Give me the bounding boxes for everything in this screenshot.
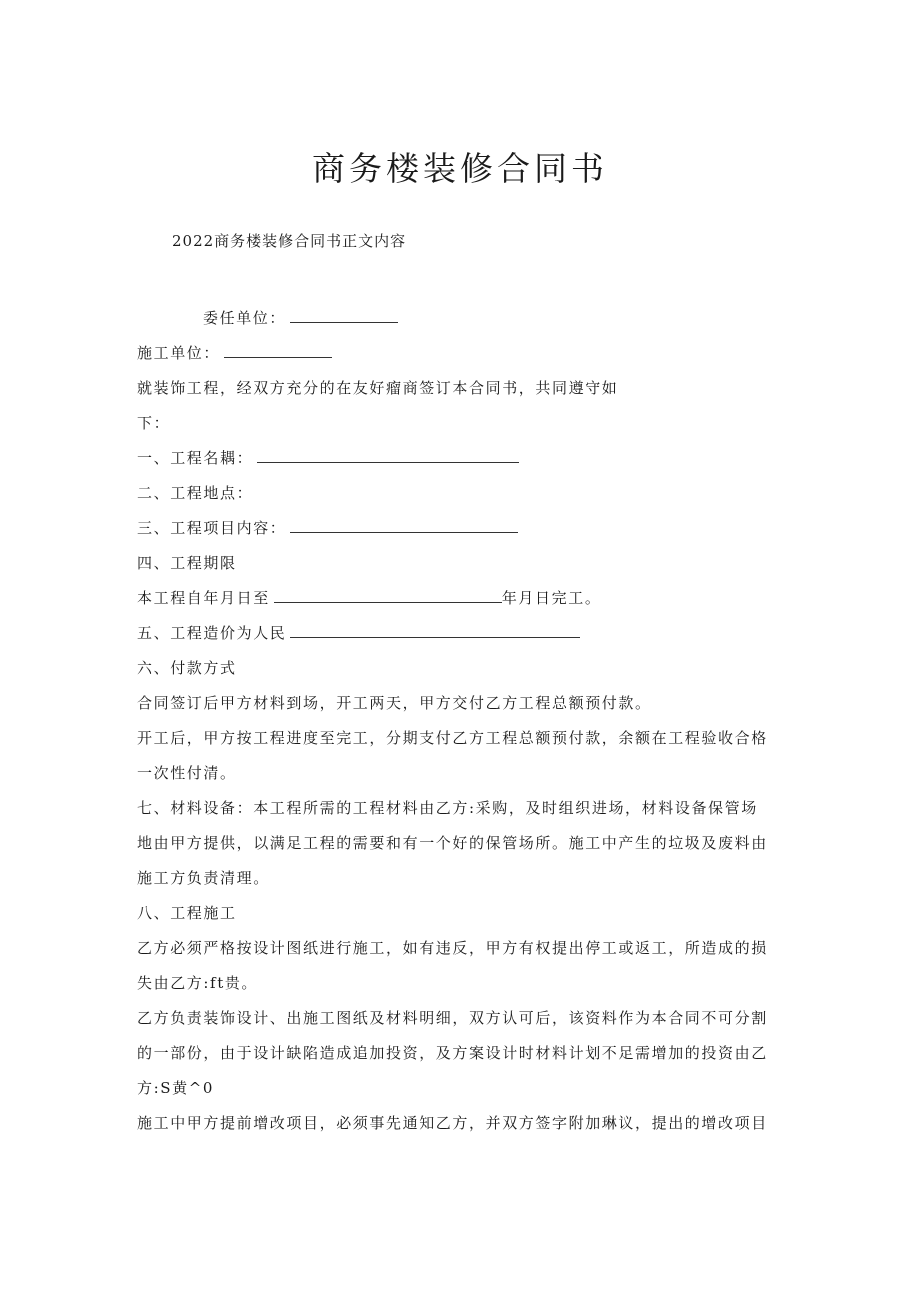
- contractor-unit-label: 施工单位：: [137, 344, 221, 362]
- project-content-label: 三、工程项目内容：: [137, 519, 287, 537]
- period-end-text: 年月日完工。: [501, 589, 602, 607]
- document-title: 商务楼装修合同书: [312, 149, 608, 188]
- project-cost-label: 五、工程造价为人民: [137, 624, 287, 642]
- project-cost-blank: [290, 620, 580, 638]
- project-name-blank: [257, 445, 519, 463]
- project-name-line: [137, 441, 785, 476]
- materials-line-3: 施工方负责清理。: [137, 869, 270, 887]
- payment-line-1: 合同签订后甲方材料到场，开工两天，甲方交付乙方工程总额预付款。: [137, 694, 652, 712]
- project-content-blank: [290, 515, 518, 533]
- intro-line-1: 就装饰工程，经双方充分的在友好瘤商签订本合同书，共同遵守如: [137, 379, 619, 397]
- construction-line-2: 失由乙方:ft贵。: [137, 974, 259, 992]
- project-period-line: [137, 581, 785, 616]
- contractor-unit-line: [137, 336, 785, 371]
- construction-line-4: 的一部份，由于设计缺陷造成追加投资，及方案设计时材料计划不足需增加的投资由乙: [137, 1044, 768, 1062]
- document-subtitle: 2022商务楼装修合同书正文内容: [172, 232, 407, 250]
- contractor-unit-blank: [224, 340, 332, 358]
- construction-line-6: 施工中甲方提前增改项目，必须事先通知乙方，并双方签字附加琳议，提出的增改项目: [137, 1114, 768, 1132]
- period-blank: [274, 585, 502, 603]
- project-cost-line: [137, 616, 785, 651]
- period-start-text: 本工程自年月日至: [137, 589, 270, 607]
- document-body: [137, 301, 785, 1141]
- construction-heading: 八、工程施工: [137, 904, 237, 922]
- client-unit-line: [137, 301, 785, 336]
- project-location-line: 二、工程地点：: [137, 484, 254, 502]
- payment-heading: 六、付款方式: [137, 659, 237, 677]
- payment-line-2: 开工后，甲方按工程进度至完工，分期支付乙方工程总额预付款，余额在工程验收合格: [137, 729, 768, 747]
- construction-line-3: 乙方负责装饰设计、出施工图纸及材料明细，双方认可后，该资料作为本合同不可分割: [137, 1009, 768, 1027]
- client-unit-blank: [290, 305, 398, 323]
- materials-line-1: 七、材料设备：本工程所需的工程材料由乙方:采购，及时组织进场，材料设备保管场: [137, 799, 758, 817]
- intro-line-2: 下：: [137, 414, 171, 432]
- project-period-heading: 四、工程期限: [137, 554, 237, 572]
- materials-line-2: 地由甲方提供，以满足工程的需要和有一个好的保管场所。施工中产生的垃圾及废料由: [137, 834, 768, 852]
- construction-line-1: 乙方必须严格按设计图纸进行施工，如有违反，甲方有权提出停工或返工，所造成的损: [137, 939, 768, 957]
- construction-line-5: 方:S黄^0: [137, 1079, 215, 1097]
- payment-line-3: 一次性付清。: [137, 764, 237, 782]
- project-name-label: 一、工程名耦：: [137, 449, 254, 467]
- client-unit-label: 委任单位：: [203, 309, 287, 327]
- project-content-line: [137, 511, 785, 546]
